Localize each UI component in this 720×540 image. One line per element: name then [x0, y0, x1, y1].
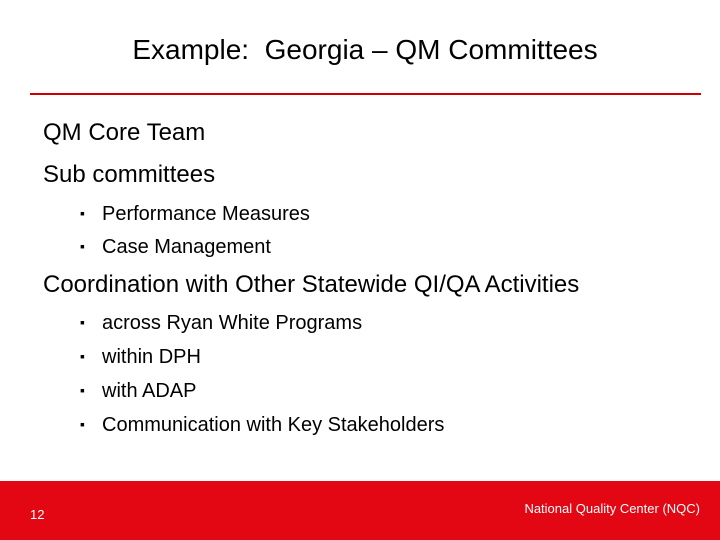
sub-bullet-item	[80, 233, 271, 260]
slide-title: Example: Georgia – QM Committees	[132, 34, 598, 65]
sub-bullet-item	[80, 377, 196, 404]
square-bullet-icon: ▪	[80, 205, 85, 221]
sub-bullet-item	[80, 309, 362, 336]
sub-bullet-item	[80, 200, 310, 227]
square-bullet-icon: ▪	[80, 238, 85, 254]
sub-bullet-text: across Ryan White Programs	[102, 312, 363, 334]
sub-bullet-item	[80, 343, 201, 370]
page-number: 12	[30, 507, 45, 522]
square-bullet-icon: ▪	[80, 382, 85, 398]
sub-bullet-text: within DPH	[102, 346, 201, 368]
bullet-item-coordination: Coordination with Other Statewide QI/QA Activities	[43, 271, 580, 298]
sub-bullet-text: Communication with Key Stakeholders	[102, 414, 445, 436]
bullet-item-qm-core-team: QM Core Team	[43, 119, 206, 146]
footer-organization: National Quality Center (NQC)	[524, 501, 700, 516]
square-bullet-icon: ▪	[80, 348, 85, 364]
sub-bullet-text: Performance Measures	[102, 203, 310, 225]
square-bullet-icon: ▪	[80, 416, 85, 432]
sub-bullet-item	[80, 411, 444, 438]
sub-bullet-text: Case Management	[102, 236, 271, 258]
sub-bullet-text: with ADAP	[102, 380, 197, 402]
bullet-item-sub-committees: Sub committees	[43, 161, 216, 188]
title-divider	[30, 93, 701, 95]
square-bullet-icon: ▪	[80, 314, 85, 330]
